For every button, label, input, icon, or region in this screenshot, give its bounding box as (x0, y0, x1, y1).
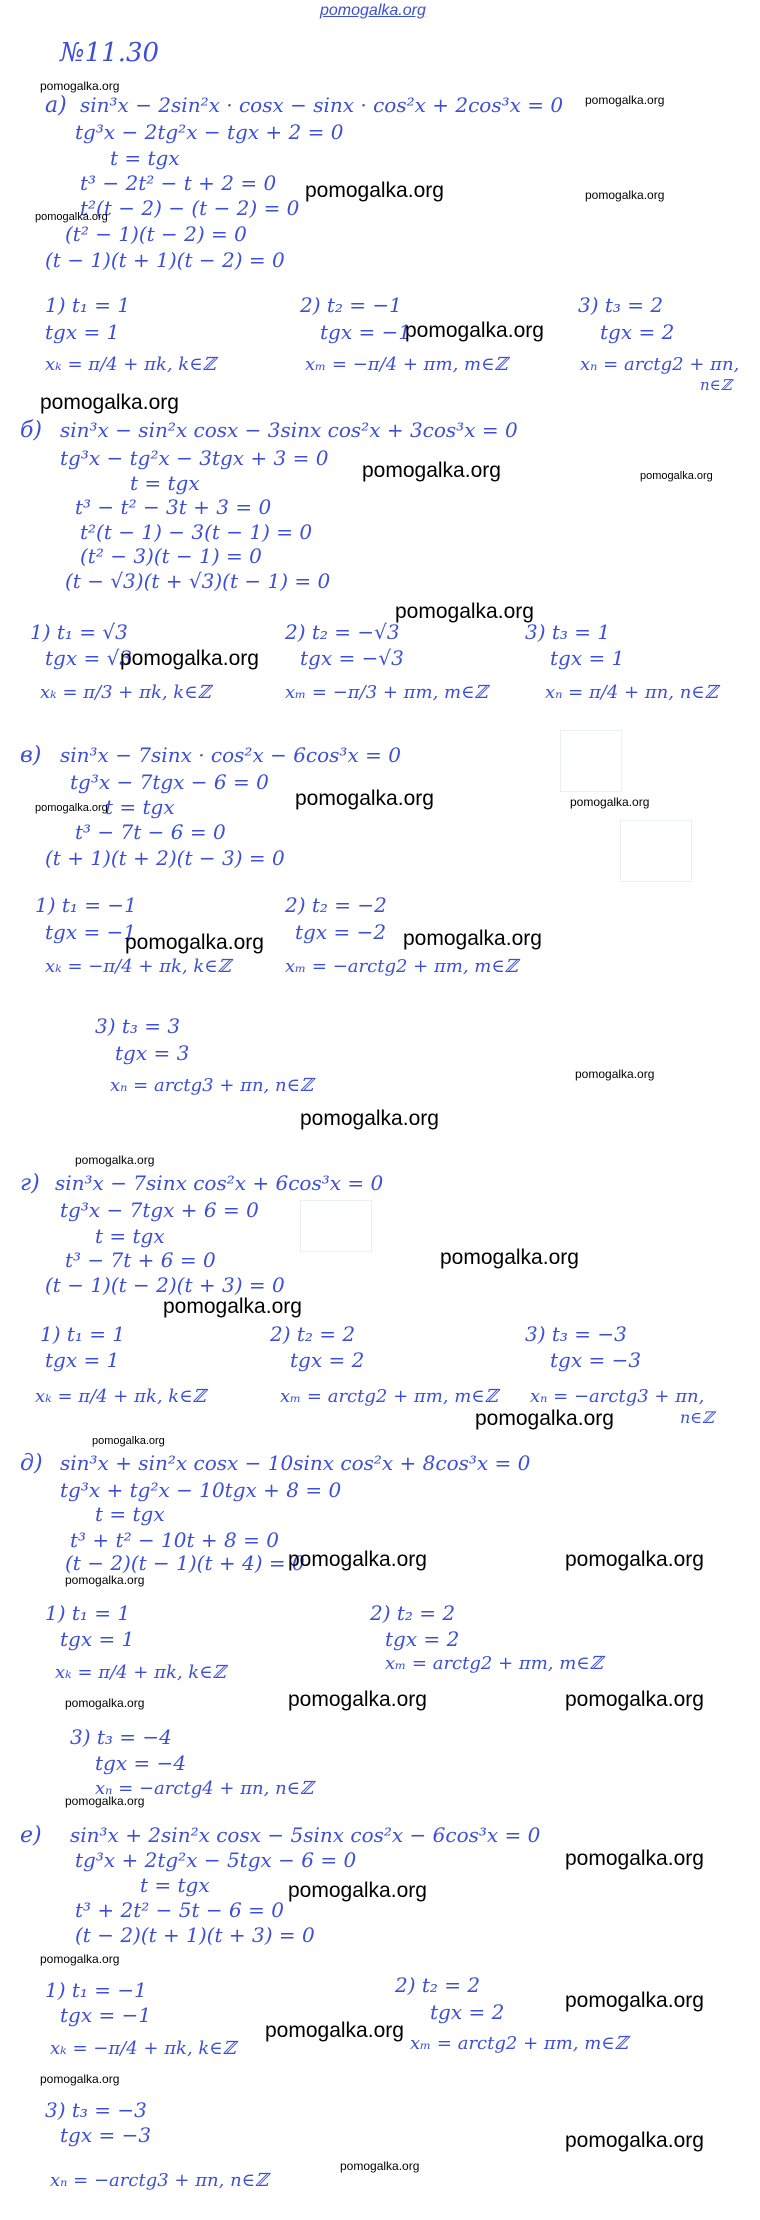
part-b-tg-equation: tg³x − tg²x − 3tgx + 3 = 0 (60, 446, 329, 470)
part-d-root-3-x: xₙ = −arctg4 + πn, n∈ℤ (95, 1778, 314, 1799)
watermark: pomogalka.org (40, 1952, 120, 1966)
part-a-substitution: t = tgx (110, 146, 180, 170)
part-g-label: г) (20, 1171, 40, 1196)
site-link[interactable]: pomogalka.org (320, 2, 426, 19)
part-v-tg-equation: tg³x − 7tgx − 6 = 0 (70, 770, 269, 794)
watermark: pomogalka.org (265, 2019, 404, 2042)
watermark: pomogalka.org (565, 1847, 704, 1870)
part-g-tg-equation: tg³x − 7tgx + 6 = 0 (60, 1198, 259, 1222)
part-v-label: в) (20, 743, 42, 768)
part-e-root-1-tg: tgx = −1 (60, 2003, 152, 2027)
part-v-substitution: t = tgx (105, 795, 175, 819)
part-b-equation: sin³x − sin²x cosx − 3sinx cos²x + 3cos³x = 0 (60, 418, 518, 442)
part-g-root-2: 2) t₂ = 2 (270, 1322, 356, 1346)
part-g-root-3: 3) t₃ = −3 (525, 1322, 627, 1346)
part-v-step-1: t³ − 7t − 6 = 0 (75, 820, 226, 844)
part-d-root-1-x: xₖ = π/4 + πk, k∈ℤ (55, 1662, 226, 1683)
part-e-step-2: (t − 2)(t + 1)(t + 3) = 0 (75, 1923, 315, 1947)
watermark: pomogalka.org (65, 1573, 145, 1587)
part-d-label: д) (20, 1451, 43, 1476)
watermark: pomogalka.org (92, 1435, 165, 1447)
part-d-step-2: (t − 2)(t − 1)(t + 4) = 0 (65, 1551, 305, 1575)
problem-number: №11.30 (60, 38, 160, 68)
watermark: pomogalka.org (40, 2072, 120, 2086)
part-a-root-3-tg: tgx = 2 (600, 320, 675, 344)
part-v-root-2: 2) t₂ = −2 (285, 893, 387, 917)
part-e-root-2-tg: tgx = 2 (430, 2000, 505, 2024)
part-g-root-3-x: xₙ = −arctg3 + πn, (530, 1386, 705, 1407)
watermark: pomogalka.org (565, 1688, 704, 1711)
part-b-root-2: 2) t₂ = −√3 (285, 620, 400, 644)
watermark: pomogalka.org (565, 1989, 704, 2012)
part-b-root-1-tg: tgx = √3 (45, 646, 133, 670)
part-d-root-1: 1) t₁ = 1 (45, 1601, 131, 1625)
part-e-equation: sin³x + 2sin²x cosx − 5sinx cos²x − 6cos³x = 0 (70, 1823, 541, 1847)
watermark: pomogalka.org (40, 391, 179, 414)
part-v-root-1-x: xₖ = −π/4 + πk, k∈ℤ (45, 956, 231, 977)
part-a-root-3-domain: n∈ℤ (700, 376, 732, 394)
part-g-step-2: (t − 1)(t − 2)(t + 3) = 0 (45, 1273, 285, 1297)
part-v-root-2-x: xₘ = −arctg2 + πm, m∈ℤ (285, 956, 518, 977)
watermark: pomogalka.org (475, 1407, 614, 1430)
part-a-root-3-x: xₙ = arctg2 + πn, (580, 354, 740, 375)
part-e-root-1-x: xₖ = −π/4 + πk, k∈ℤ (50, 2038, 236, 2059)
watermark: pomogalka.org (40, 79, 120, 93)
part-d-equation: sin³x + sin²x cosx − 10sinx cos²x + 8cos³x = 0 (60, 1451, 531, 1475)
part-e-root-2-x: xₘ = arctg2 + πm, m∈ℤ (410, 2033, 628, 2054)
part-v-root-3-tg: tgx = 3 (115, 1041, 190, 1065)
part-a-root-1: 1) t₁ = 1 (45, 293, 131, 317)
part-e-tg-equation: tg³x + 2tg²x − 5tgx − 6 = 0 (75, 1848, 357, 1872)
watermark: pomogalka.org (125, 931, 264, 954)
part-e-root-3-x: xₙ = −arctg3 + πn, n∈ℤ (50, 2170, 269, 2191)
part-d-root-1-tg: tgx = 1 (60, 1627, 135, 1651)
part-b-substitution: t = tgx (130, 471, 200, 495)
part-a-root-1-x: xₖ = π/4 + πk, k∈ℤ (45, 354, 216, 375)
watermark: pomogalka.org (640, 470, 713, 482)
watermark: pomogalka.org (403, 927, 542, 950)
part-b-step-4: (t − √3)(t + √3)(t − 1) = 0 (65, 569, 331, 593)
part-a-root-1-tg: tgx = 1 (45, 320, 120, 344)
watermark: pomogalka.org (405, 319, 544, 342)
watermark: pomogalka.org (305, 179, 444, 202)
part-b-step-1: t³ − t² − 3t + 3 = 0 (75, 495, 272, 519)
part-a-step-2: t²(t − 2) − (t − 2) = 0 (80, 196, 300, 220)
part-g-root-1-x: xₖ = π/4 + πk, k∈ℤ (35, 1386, 206, 1407)
watermark: pomogalka.org (395, 600, 534, 623)
watermark: pomogalka.org (575, 1067, 655, 1081)
part-b-root-3-tg: tgx = 1 (550, 646, 625, 670)
part-b-root-3: 3) t₃ = 1 (525, 620, 611, 644)
watermark: pomogalka.org (288, 1879, 427, 1902)
watermark: pomogalka.org (288, 1548, 427, 1571)
part-g-root-2-tg: tgx = 2 (290, 1348, 365, 1372)
part-a-root-2-tg: tgx = −1 (320, 320, 412, 344)
part-g-step-1: t³ − 7t + 6 = 0 (65, 1248, 216, 1272)
watermark: pomogalka.org (570, 795, 650, 809)
part-b-root-1: 1) t₁ = √3 (30, 620, 128, 644)
watermark: pomogalka.org (35, 802, 108, 814)
part-a-equation: sin³x − 2sin²x · cosx − sinx · cos²x + 2cos³x = 0 (80, 93, 564, 117)
part-d-root-2: 2) t₂ = 2 (370, 1601, 456, 1625)
watermark: pomogalka.org (75, 1153, 155, 1167)
part-a-step-1: t³ − 2t² − t + 2 = 0 (80, 171, 277, 195)
part-a-label: а) (45, 93, 67, 118)
part-a-step-3: (t² − 1)(t − 2) = 0 (65, 222, 247, 246)
part-e-substitution: t = tgx (140, 1873, 210, 1897)
watermark: pomogalka.org (362, 459, 501, 482)
part-g-root-1-tg: tgx = 1 (45, 1348, 120, 1372)
part-d-root-3: 3) t₃ = −4 (70, 1725, 172, 1749)
part-d-root-2-x: xₘ = arctg2 + πm, m∈ℤ (385, 1653, 603, 1674)
watermark: pomogalka.org (65, 1696, 145, 1710)
watermark: pomogalka.org (295, 787, 434, 810)
watermark: pomogalka.org (65, 1794, 145, 1808)
part-g-root-2-x: xₘ = arctg2 + πm, m∈ℤ (280, 1386, 498, 1407)
watermark: pomogalka.org (288, 1688, 427, 1711)
part-a-root-3: 3) t₃ = 2 (578, 293, 664, 317)
part-d-step-1: t³ + t² − 10t + 8 = 0 (70, 1528, 279, 1552)
part-g-root-3-tg: tgx = −3 (550, 1348, 642, 1372)
part-g-substitution: t = tgx (95, 1224, 165, 1248)
part-d-root-3-tg: tgx = −4 (95, 1751, 187, 1775)
part-a-step-4: (t − 1)(t + 1)(t − 2) = 0 (45, 248, 285, 272)
part-v-root-1: 1) t₁ = −1 (35, 893, 137, 917)
watermark: pomogalka.org (440, 1246, 579, 1269)
part-v-equation: sin³x − 7sinx · cos²x − 6cos³x = 0 (60, 743, 401, 767)
watermark: pomogalka.org (35, 211, 108, 223)
part-e-step-1: t³ + 2t² − 5t − 6 = 0 (75, 1898, 284, 1922)
part-v-root-3-x: xₙ = arctg3 + πn, n∈ℤ (110, 1075, 314, 1096)
part-b-root-1-x: xₖ = π/3 + πk, k∈ℤ (40, 682, 211, 703)
watermark: pomogalka.org (340, 2159, 420, 2173)
part-d-substitution: t = tgx (95, 1502, 165, 1526)
watermark: pomogalka.org (120, 647, 259, 670)
part-v-root-1-tg: tgx = −1 (45, 920, 137, 944)
watermark: pomogalka.org (565, 2129, 704, 2152)
part-d-tg-equation: tg³x + tg²x − 10tgx + 8 = 0 (60, 1478, 342, 1502)
part-b-label: б) (20, 418, 43, 443)
part-b-root-2-x: xₘ = −π/3 + πm, m∈ℤ (285, 682, 488, 703)
part-e-label: е) (20, 1823, 42, 1848)
watermark: pomogalka.org (585, 188, 665, 202)
watermark: pomogalka.org (163, 1295, 302, 1318)
watermark: pomogalka.org (585, 93, 665, 107)
grid-decoration (560, 730, 622, 792)
part-a-tg-equation: tg³x − 2tg²x − tgx + 2 = 0 (75, 120, 344, 144)
part-e-root-3-tg: tgx = −3 (60, 2123, 152, 2147)
part-v-root-2-tg: tgx = −2 (295, 920, 387, 944)
part-e-root-2: 2) t₂ = 2 (395, 1973, 481, 1997)
watermark: pomogalka.org (300, 1107, 439, 1130)
part-a-root-2: 2) t₂ = −1 (300, 293, 402, 317)
part-e-root-3: 3) t₃ = −3 (45, 2098, 147, 2122)
part-e-root-1: 1) t₁ = −1 (45, 1978, 147, 2002)
part-v-root-3: 3) t₃ = 3 (95, 1014, 181, 1038)
part-g-root-1: 1) t₁ = 1 (40, 1322, 126, 1346)
part-b-step-2: t²(t − 1) − 3(t − 1) = 0 (80, 520, 313, 544)
part-v-step-2: (t + 1)(t + 2)(t − 3) = 0 (45, 846, 285, 870)
part-b-root-3-x: xₙ = π/4 + πn, n∈ℤ (545, 682, 718, 703)
part-d-root-2-tg: tgx = 2 (385, 1627, 460, 1651)
part-a-root-2-x: xₘ = −π/4 + πm, m∈ℤ (305, 354, 508, 375)
grid-decoration (620, 820, 692, 882)
part-b-step-3: (t² − 3)(t − 1) = 0 (80, 544, 262, 568)
part-b-root-2-tg: tgx = −√3 (300, 646, 404, 670)
part-g-root-3-domain: n∈ℤ (680, 1408, 714, 1427)
part-g-equation: sin³x − 7sinx cos²x + 6cos³x = 0 (55, 1171, 384, 1195)
watermark: pomogalka.org (565, 1548, 704, 1571)
grid-decoration (300, 1200, 372, 1252)
